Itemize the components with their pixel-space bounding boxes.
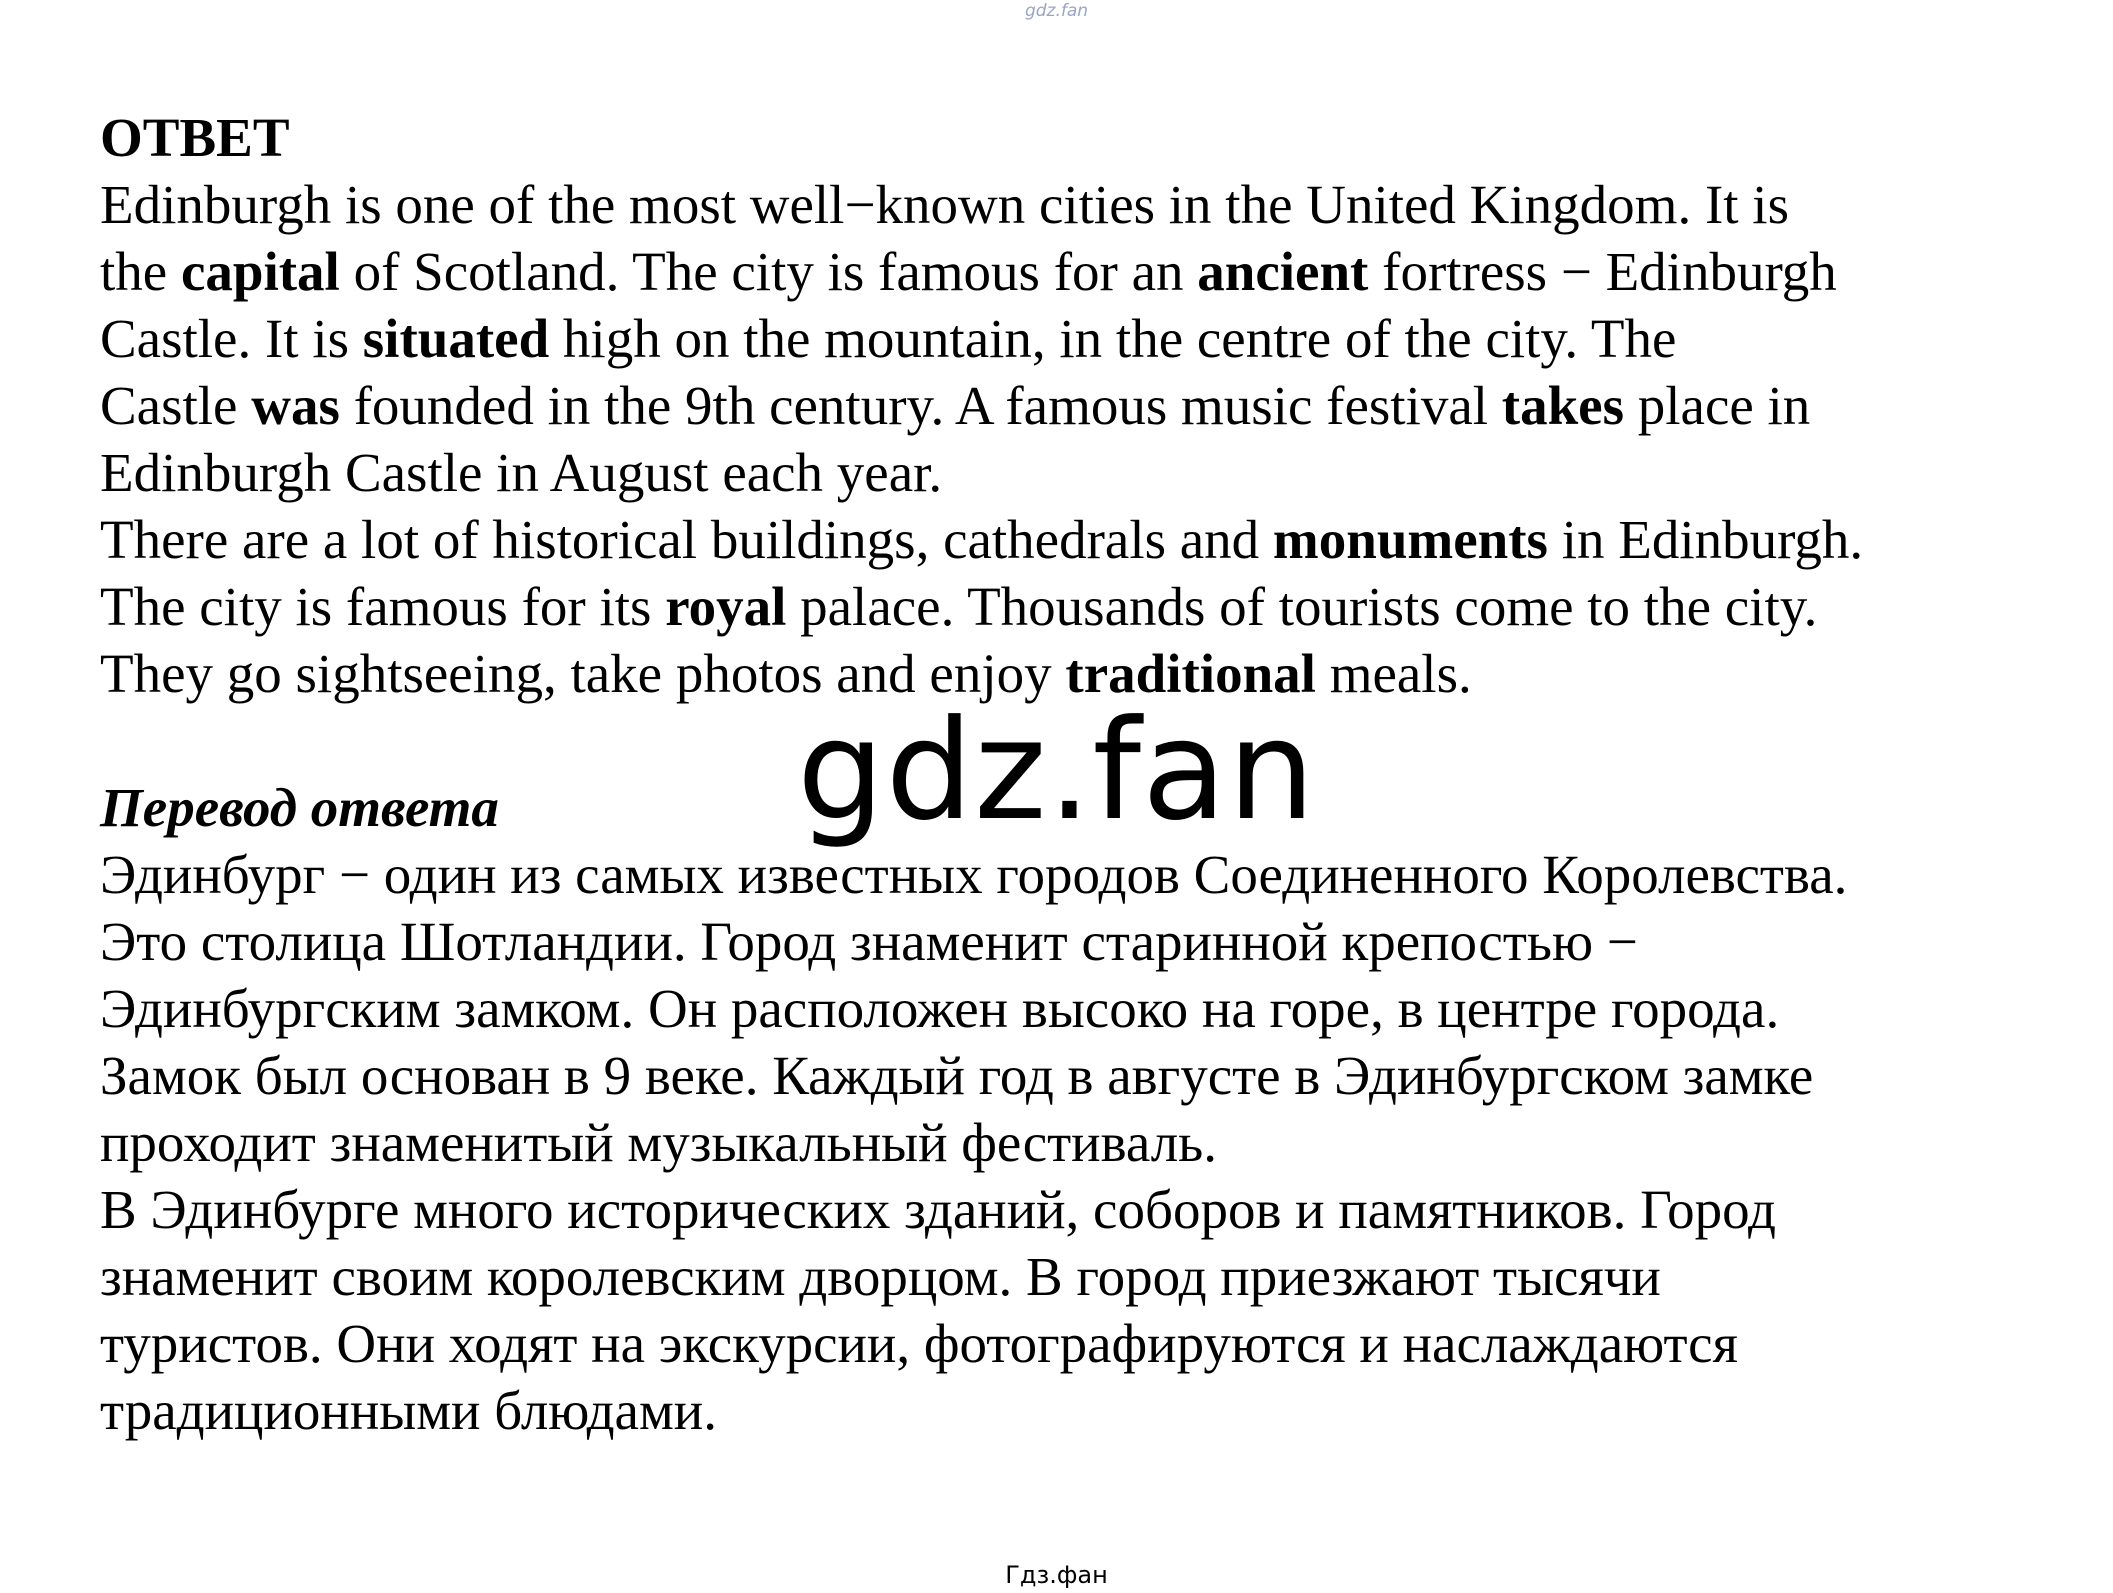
watermark-overlay: gdz.fan xyxy=(796,690,1317,851)
bold-keyword: monuments xyxy=(1272,509,1548,570)
translation-paragraph-2: В Эдинбурге много исторических зданий, соборов и памятников. Город знаменит своим королевским дворцом. В город приезжают тысячи туристов. Они ходят на экскурсии, фотографируются и наслаждаются традиционными блюдами. xyxy=(100,1179,1776,1441)
top-watermark: gdz.fan xyxy=(1024,1,1089,21)
page-footer: Гдз.фан xyxy=(1005,1561,1108,1589)
translation-heading: Перевод ответа xyxy=(100,777,499,838)
bold-keyword: ancient xyxy=(1197,241,1369,302)
bold-keyword: capital xyxy=(180,241,340,302)
answer-heading: ОТВЕТ xyxy=(100,107,290,168)
bold-keyword: situated xyxy=(362,308,550,369)
bold-keyword: traditional xyxy=(1065,643,1316,704)
bold-keyword: takes xyxy=(1501,375,1624,436)
answer-paragraph-1: Edinburgh is one of the most well−known cities in the United Kingdom. It is the capital of Scotland. The city is famous for an ancient fortress − Edinburgh Castle. It is situated high on the mountain, in the centre of the city. The Castle was founded in the 9th century. A famous music festival takes place in Edinburgh Castle in August each year. xyxy=(100,174,1837,503)
answer-paragraph-2: There are a lot of historical buildings, cathedrals and monuments in Edinburgh. The city is famous for its royal palace. Thousands of tourists come to the city. They go sightseeing, take photos and enjoy traditional meals. xyxy=(100,509,1864,704)
bold-keyword: royal xyxy=(665,576,787,637)
bold-keyword: was xyxy=(251,375,340,436)
translation-paragraph-1: Эдинбург − один из самых известных городов Соединенного Королевства. Это столица Шотландии. Город знаменит старинной крепостью − Эдинбургским замком. Он расположен высоко на горе, в центре города. Замок был основан в 9 веке. Каждый год в августе в Эдинбургском замке проходит знаменитый музыкальный фестиваль. xyxy=(100,844,1848,1173)
